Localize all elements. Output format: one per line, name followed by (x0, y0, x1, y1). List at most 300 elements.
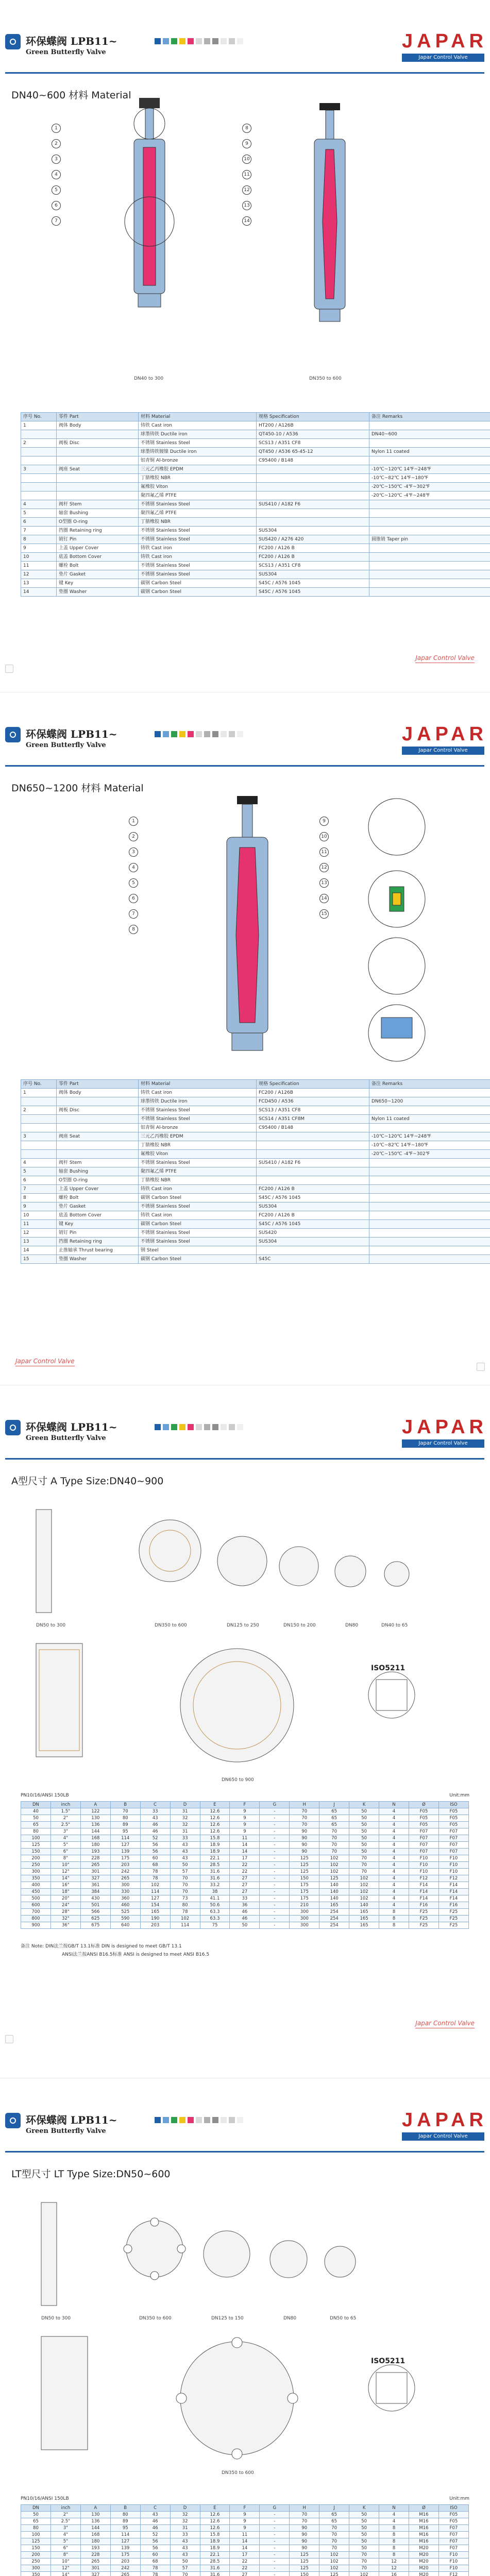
footer-link[interactable]: Japar Control Valve (415, 654, 475, 663)
table-cell: 8 (379, 2538, 409, 2545)
table-cell: 70 (290, 1815, 319, 1822)
table-cell: 31.6 (200, 1875, 230, 1882)
table-cell: 254 (319, 1909, 349, 1916)
table-cell: 70 (290, 1808, 319, 1815)
table-cell: SUS304 (257, 570, 369, 579)
table-cell: - (260, 2545, 290, 2552)
japar-logo (402, 30, 487, 64)
pin-icon (5, 2035, 13, 2043)
table-cell: 15 (21, 1255, 57, 1264)
table-cell: 50 (349, 2538, 379, 2545)
table-cell: 78 (140, 2572, 170, 2576)
table-cell: 32 (170, 1815, 200, 1822)
table-row (21, 1875, 469, 1882)
table-header-cell: C (140, 2505, 170, 2512)
brand-title: 环保蝶阀 LPB11~ (26, 1421, 117, 1433)
table-cell: 150 (290, 2572, 319, 2576)
table-header-cell: D (170, 1802, 200, 1808)
table-cell: Nylon 11 coated (369, 448, 490, 456)
table-cell (369, 1089, 490, 1097)
color-swatch (155, 38, 161, 44)
table-cell: 200 (21, 1855, 51, 1862)
table-header-cell: 备注 Remarks (369, 1080, 490, 1089)
brand-header (5, 2109, 487, 2149)
table-cell: 350 (21, 1875, 51, 1882)
table-row (21, 448, 490, 456)
table-cell: 210 (290, 1902, 319, 1909)
table-cell: 65 (319, 2512, 349, 2518)
table-cell: 265 (110, 2572, 140, 2576)
table-cell: 102 (349, 1875, 379, 1882)
callout-number: 8 (242, 124, 251, 133)
table-row (21, 1255, 490, 1264)
table-cell: 80 (110, 2512, 140, 2518)
table-cell: 430 (80, 1895, 110, 1902)
table-header-cell: C (140, 1802, 170, 1808)
table-cell: 9 (230, 1828, 260, 1835)
table-header-cell: 备注 Remarks (369, 413, 490, 421)
table-cell: 150 (21, 1849, 51, 1855)
table-cell: 销钉 Pin (57, 535, 139, 544)
table-cell: 46 (140, 2525, 170, 2532)
table-cell: 57 (170, 1869, 200, 1875)
color-swatch (237, 1424, 243, 1430)
table-cell: 265 (80, 2558, 110, 2565)
table-cell: QT450 / A536 65-45-12 (257, 448, 369, 456)
table-row (21, 562, 490, 570)
table-cell (21, 448, 57, 456)
table-cell (57, 430, 139, 439)
table-cell: F07 (409, 1849, 438, 1855)
table-cell: SUS420 (257, 1229, 369, 1238)
section-title: DN650~1200 材料 Material (11, 783, 144, 794)
table-cell (21, 492, 57, 500)
table-cell: F12 (438, 2572, 468, 2576)
table-cell: 300 (110, 1882, 140, 1889)
table-cell: 不锈钢 Stainless Steel (139, 562, 257, 570)
table-cell: 38 (200, 1889, 230, 1895)
japar-logo-text: JAPAR (402, 1416, 487, 1438)
table-cell: 250 (21, 2558, 51, 2565)
table-cell: F14 (438, 1895, 468, 1902)
table-cell: 14 (21, 1246, 57, 1255)
table-cell: F05 (409, 1822, 438, 1828)
table-cell: 130 (80, 1815, 110, 1822)
color-swatch (212, 38, 218, 44)
table-row (21, 430, 490, 439)
table-cell: 阀座 Seat (57, 465, 139, 474)
table-header-cell: D (170, 2505, 200, 2512)
footer-link[interactable]: Japar Control Valve (15, 1358, 75, 1366)
table-cell: 100 (21, 1835, 51, 1842)
table-cell: 4 (379, 1855, 409, 1862)
table-cell: 566 (80, 1909, 110, 1916)
table-header-cell: N (379, 1802, 409, 1808)
table-cell: 4 (379, 1862, 409, 1869)
table-cell: 102 (170, 1916, 200, 1922)
table-cell (369, 1255, 490, 1264)
table-header-cell: B (110, 2505, 140, 2512)
japar-logo (402, 2109, 487, 2143)
table-cell: 8 (379, 1916, 409, 1922)
table-cell: 125 (319, 2572, 349, 2576)
table-cell: 铸铁 Cast iron (139, 1211, 257, 1220)
table-cell: 阀座 Seat (57, 1132, 139, 1141)
color-swatch (188, 1424, 194, 1430)
table-cell: 63.3 (200, 1909, 230, 1916)
table-cell: F07 (409, 1835, 438, 1842)
table-header-cell: ISO (438, 2505, 468, 2512)
table-cell: 9 (230, 2518, 260, 2525)
table-cell: 不锈钢 Stainless Steel (139, 1115, 257, 1124)
table-cell: 70 (170, 1882, 200, 1889)
table-cell: -10℃~82℃ 14℉~180℉ (369, 474, 490, 483)
table-cell: 碳钢 Carbon Steel (139, 1255, 257, 1264)
table-cell: 165 (349, 1916, 379, 1922)
table-cell: F10 (438, 1855, 468, 1862)
table-cell (257, 465, 369, 474)
table-cell: -10℃~120℃ 14℉~248℉ (369, 465, 490, 474)
table-cell: FC200 / A126 B (257, 1185, 369, 1194)
callout-number: 13 (242, 201, 251, 210)
table-cell: 丁腈橡胶 NBR (139, 518, 257, 527)
color-swatch (171, 1424, 177, 1430)
table-cell: F14 (409, 1895, 438, 1902)
color-swatch (221, 1424, 227, 1430)
table-cell: 不锈钢 Stainless Steel (139, 527, 257, 535)
table-cell: FCD450 / A536 (257, 1097, 369, 1106)
table-cell: 200 (21, 2552, 51, 2558)
table-cell: 68 (140, 1862, 170, 1869)
table-cell: 70 (319, 1842, 349, 1849)
callout-number: 4 (129, 863, 138, 872)
table-cell: 丁腈橡胶 NBR (139, 1176, 257, 1185)
table-header-cell: DN (21, 1802, 51, 1808)
table-cell: 球墨铸铁 Ductile iron (139, 430, 257, 439)
table-cell: 1 (21, 1089, 57, 1097)
table-cell: 46 (140, 1828, 170, 1835)
table-row (21, 2538, 469, 2545)
table-cell: 阀体 Body (57, 1089, 139, 1097)
table-row (21, 1889, 469, 1895)
japar-logo (402, 1416, 487, 1450)
table-cell: 14 (230, 1849, 260, 1855)
table-cell: - (260, 2525, 290, 2532)
table-row (21, 1822, 469, 1828)
table-cell: 168 (80, 1835, 110, 1842)
callout-number: 12 (242, 185, 251, 195)
table-row (21, 1862, 469, 1869)
table-cell: 15.8 (200, 2532, 230, 2538)
note-din: 备注 Note: DIN法兰按GB/T 13.1标准 DIN is designed to meet GB/T 13.1 (21, 1944, 182, 1949)
table-cell: 销钉 Pin (57, 1229, 139, 1238)
table-row (21, 465, 490, 474)
table-row (21, 588, 490, 597)
table-cell: 165 (349, 1909, 379, 1916)
table-cell: M16 (409, 2512, 438, 2518)
table-cell: 73 (170, 1895, 200, 1902)
color-swatch (155, 1424, 161, 1430)
table-cell: 8 (21, 535, 57, 544)
table-cell: 8 (379, 2532, 409, 2538)
table-cell: 125 (290, 2565, 319, 2572)
dims-table-title: PN10/16/ANSI 150LB (21, 2496, 69, 2501)
table-cell: 27 (230, 1889, 260, 1895)
table-cell: 43 (170, 1842, 200, 1849)
table-cell: 102 (319, 2565, 349, 2572)
table-cell (21, 1097, 57, 1106)
table-cell: F07 (409, 1842, 438, 1849)
table-cell: 95 (110, 1828, 140, 1835)
table-cell: 聚四氟乙烯 PTFE (139, 1167, 257, 1176)
table-cell: 114 (110, 1835, 140, 1842)
table-cell: 640 (110, 1922, 140, 1929)
table-cell: 18.9 (200, 2538, 230, 2545)
table-row (21, 1202, 490, 1211)
table-cell: 100 (21, 2532, 51, 2538)
table-cell: 50 (170, 1862, 200, 1869)
table-cell: 165 (319, 1902, 349, 1909)
callout-number: 8 (129, 925, 138, 934)
table-cell: F10 (438, 2558, 468, 2565)
table-cell: 铸铁 Cast iron (139, 544, 257, 553)
table-cell (57, 1115, 139, 1124)
table-row (21, 474, 490, 483)
table-cell: - (260, 1815, 290, 1822)
table-cell: 140 (349, 1902, 379, 1909)
table-cell: 33 (230, 1895, 260, 1902)
table-cell: 193 (80, 1849, 110, 1855)
table-cell: 102 (349, 2572, 379, 2576)
caption-2: DN125 to 250 (227, 1623, 259, 1628)
table-cell: 50 (349, 2512, 379, 2518)
callout-number: 10 (319, 832, 329, 841)
table-cell: 525 (110, 1909, 140, 1916)
table-cell: - (260, 1902, 290, 1909)
table-cell: 65 (319, 2518, 349, 2525)
table-cell: 63.3 (200, 1916, 230, 1922)
table-cell: 1 (21, 421, 57, 430)
table-cell: 327 (80, 1875, 110, 1882)
table-cell: 80 (21, 2525, 51, 2532)
table-cell: 24" (50, 1902, 80, 1909)
table-cell: 4 (379, 2518, 409, 2525)
table-row (21, 570, 490, 579)
table-cell: 16" (50, 1882, 80, 1889)
lt-type-drawings (21, 2182, 474, 2470)
page-lt-type-size (0, 2079, 490, 2576)
table-row (21, 518, 490, 527)
color-swatch (204, 1424, 210, 1430)
callout-number: 11 (319, 848, 329, 857)
table-cell: 底盖 Bottom Cover (57, 553, 139, 562)
table-cell: M20 (409, 2572, 438, 2576)
table-cell: - (260, 1916, 290, 1922)
table-cell: F25 (438, 1909, 468, 1916)
table-cell: 300 (290, 1916, 319, 1922)
table-row (21, 421, 490, 430)
color-swatch (229, 731, 235, 737)
table-cell: 33 (140, 1808, 170, 1815)
table-cell: 70 (319, 2525, 349, 2532)
table-cell: 50 (21, 2512, 51, 2518)
table-cell: 4 (379, 1828, 409, 1835)
table-cell: 150 (21, 2545, 51, 2552)
table-cell: 127 (140, 1895, 170, 1902)
table-cell (57, 1141, 139, 1150)
table-header-cell: E (200, 1802, 230, 1808)
table-cell (57, 474, 139, 483)
table-cell: 125 (21, 2538, 51, 2545)
table-cell: 102 (319, 2558, 349, 2565)
color-swatch (155, 731, 161, 737)
callout-number: 5 (129, 878, 138, 888)
table-cell: 上盖 Upper Cover (57, 544, 139, 553)
table-row (21, 2565, 469, 2572)
table-cell: DN650~1200 (369, 1097, 490, 1106)
table-header-cell: 序号 No. (21, 413, 57, 421)
color-swatch (196, 38, 202, 44)
table-cell: 43 (170, 2538, 200, 2545)
table-cell: 300 (21, 2565, 51, 2572)
table-cell: 500 (21, 1895, 51, 1902)
table-cell: 140 (319, 1882, 349, 1889)
table-row (21, 1909, 469, 1916)
table-cell: 22.1 (200, 2552, 230, 2558)
table-cell: - (260, 1855, 290, 1862)
caption-dn350-600: DN350 to 600 (309, 376, 342, 381)
table-row (21, 579, 490, 588)
table-cell: M20 (409, 2545, 438, 2552)
table-cell: 11 (21, 562, 57, 570)
callout-number: 2 (52, 139, 61, 148)
table-cell: 46 (230, 1909, 260, 1916)
caption-3: DN80 (283, 2316, 297, 2321)
color-swatch (221, 38, 227, 44)
table-cell: 12.6 (200, 1828, 230, 1835)
table-header-cell: G (260, 1802, 290, 1808)
table-cell: 102 (140, 1882, 170, 1889)
table-cell: 36 (230, 1902, 260, 1909)
table-cell: 挡圈 Retaining ring (57, 1238, 139, 1246)
table-row (21, 1185, 490, 1194)
table-cell: 52 (140, 1835, 170, 1842)
color-swatch (179, 2117, 185, 2123)
table-cell: F16 (438, 1902, 468, 1909)
table-cell: SCS14 / A351 CF8M (257, 1115, 369, 1124)
japar-logo-text: JAPAR (402, 30, 487, 52)
table-cell (257, 518, 369, 527)
table-cell: 122 (80, 1808, 110, 1815)
table-cell: 102 (319, 1869, 349, 1875)
table-cell: 301 (80, 2565, 110, 2572)
table-cell: F12 (438, 1875, 468, 1882)
table-cell: SUS410 / A182 F6 (257, 1159, 369, 1167)
table-cell: 78 (170, 1909, 200, 1916)
table-row (21, 2518, 469, 2525)
table-cell (369, 527, 490, 535)
table-row (21, 544, 490, 553)
table-cell: 175 (110, 1855, 140, 1862)
table-cell: 12.6 (200, 1808, 230, 1815)
table-cell: 50 (349, 1828, 379, 1835)
footer-link[interactable]: Japar Control Valve (415, 2020, 475, 2028)
table-cell: 2.5" (50, 1822, 80, 1828)
table-cell: 阀板 Disc (57, 1106, 139, 1115)
table-cell: 50 (349, 1835, 379, 1842)
table-cell: 不锈钢 Stainless Steel (139, 1202, 257, 1211)
table-cell: 4 (379, 1822, 409, 1828)
color-swatch (221, 2117, 227, 2123)
color-swatches (155, 731, 243, 737)
table-cell: 3 (21, 1132, 57, 1141)
table-cell: M20 (409, 2552, 438, 2558)
table-cell: 165 (349, 1922, 379, 1929)
table-cell: 327 (80, 2572, 110, 2576)
caption-1: DN350 to 600 (155, 1623, 187, 1628)
color-swatch (163, 731, 169, 737)
table-cell: 43 (170, 2552, 200, 2558)
table-cell: 43 (140, 2512, 170, 2518)
callout-number: 15 (319, 909, 329, 919)
table-cell: 聚四氟乙烯 PTFE (139, 492, 257, 500)
table-cell: 12.6 (200, 2512, 230, 2518)
caption-dn40-300: DN40 to 300 (134, 376, 164, 381)
color-swatches (155, 1424, 243, 1430)
table-cell: 175 (290, 1895, 319, 1902)
color-swatch (188, 2117, 194, 2123)
table-cell (57, 1150, 139, 1159)
table-cell: 501 (80, 1902, 110, 1909)
table-cell: 阀板 Disc (57, 439, 139, 448)
page-a-type-size (0, 1386, 490, 2078)
table-cell: 9 (21, 544, 57, 553)
table-cell: HT200 / A126B (257, 421, 369, 430)
table-cell: 不锈钢 Stainless Steel (139, 500, 257, 509)
table-header-cell: J (319, 2505, 349, 2512)
table-row (21, 1220, 490, 1229)
table-cell: 78 (140, 1869, 170, 1875)
table-cell: 300 (21, 1869, 51, 1875)
table-cell: 18" (50, 1889, 80, 1895)
table-cell: 8" (50, 2552, 80, 2558)
table-cell: 144 (80, 2525, 110, 2532)
japar-logo-sub: Japar Control Valve (402, 747, 484, 755)
table-cell: O型圈 O-ring (57, 518, 139, 527)
table-cell: Nylon 11 coated (369, 1115, 490, 1124)
table-cell: 铸铁 Cast iron (139, 553, 257, 562)
table-cell: 12 (379, 2565, 409, 2572)
color-swatch (204, 731, 210, 737)
table-cell: 31 (170, 1808, 200, 1815)
callout-number: 1 (52, 124, 61, 133)
table-cell: 铝青铜 Al-bronze (139, 1124, 257, 1132)
table-cell: 114 (170, 1922, 200, 1929)
table-cell: 28" (50, 1909, 80, 1916)
table-cell: 102 (349, 1895, 379, 1902)
table-cell: 轴套 Bushing (57, 1167, 139, 1176)
table-cell: 242 (110, 2565, 140, 2572)
page-material-dn40-600 (0, 0, 490, 692)
table-cell: SCS13 / A351 CF8 (257, 1106, 369, 1115)
table-cell: 80 (170, 1902, 200, 1909)
table-cell: 17 (230, 1855, 260, 1862)
table-cell: 65 (319, 1808, 349, 1815)
table-cell (369, 1124, 490, 1132)
table-cell: 52 (140, 2532, 170, 2538)
table-cell (369, 456, 490, 465)
table-cell: 4 (379, 1882, 409, 1889)
